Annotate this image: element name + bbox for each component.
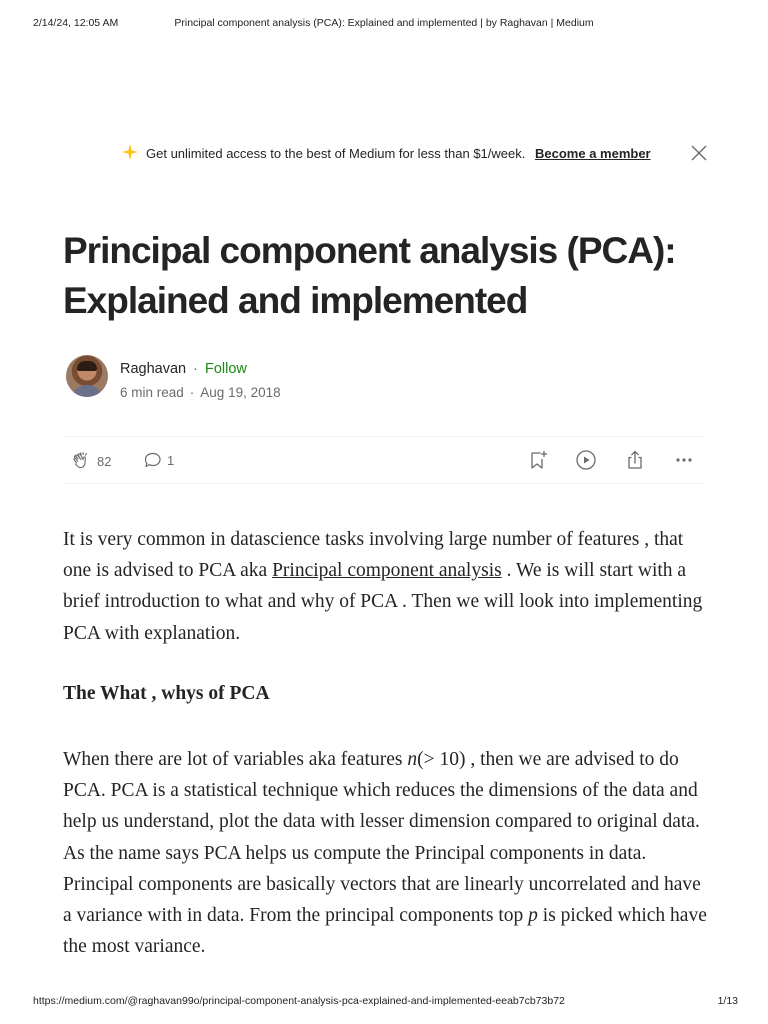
sparkle-star-icon	[121, 143, 139, 161]
math-p: p	[528, 905, 538, 927]
publish-date: Aug 19, 2018	[200, 385, 281, 400]
follow-button[interactable]: Follow	[205, 361, 247, 377]
save-button[interactable]	[527, 449, 549, 471]
meta-separator: ·	[189, 385, 195, 400]
read-time: 6 min read	[120, 385, 184, 400]
para-text-b: (> 10) , then we are advised to do PCA. PCA is a statistical technique which reduces the dimensions of the data and help us understand, plot the data with lesser dimension compared to original data. As the name says PCA helps us compute the Principal components in data. Principal components are basically vectors that are linearly uncorrelated and have a variance with in data. From the principal components top	[63, 749, 701, 927]
section-heading: The What , whys of PCA	[63, 683, 270, 704]
print-url: https://medium.com/@raghavan99o/principal-component-analysis-pca-explained-and-implemented-eeab7cb73b72	[33, 995, 565, 1007]
print-page-title: Principal component analysis (PCA): Explained and implemented | by Raghavan | Medium	[174, 17, 594, 29]
author-avatar[interactable]	[66, 355, 108, 397]
para-text-c: is picked which have the most variance.	[63, 905, 707, 958]
print-footer	[0, 995, 768, 1009]
share-icon	[624, 449, 646, 471]
page-number: 1/13	[717, 995, 738, 1007]
article-title: Principal component analysis (PCA): Explained and implemented	[63, 230, 676, 321]
math-n: n	[407, 749, 418, 770]
close-icon[interactable]	[689, 143, 709, 163]
responses-button[interactable]	[143, 450, 174, 470]
play-circle-icon	[575, 449, 597, 471]
intro-text-end: . We is will start with a brief introduction to what and why of PCA . Then we will look into implementing PCA with explanation.	[63, 560, 703, 644]
more-horizontal-icon	[673, 449, 695, 471]
para-text-a: When there are lot of variables aka features	[63, 749, 408, 770]
print-date: 2/14/24, 12:05 AM	[33, 17, 119, 29]
become-member-link[interactable]: Become a member	[535, 146, 651, 161]
share-button[interactable]	[624, 449, 646, 471]
intro-paragraph	[63, 524, 713, 649]
clap-icon	[71, 450, 93, 472]
author-separator: ·	[193, 361, 198, 377]
print-header	[0, 17, 768, 31]
response-count: 1	[167, 452, 175, 468]
pca-link[interactable]: Principal component analysis	[272, 560, 502, 582]
bookmark-add-icon	[527, 449, 549, 471]
more-button[interactable]	[673, 449, 695, 471]
clap-count: 82	[97, 453, 112, 469]
clap-button[interactable]	[71, 450, 111, 472]
listen-button[interactable]	[575, 449, 597, 471]
banner-text: Get unlimited access to the best of Medium for less than $1/week.	[146, 146, 526, 161]
intro-text-start: It is very common in datascience tasks involving large number of features , that one is advised to PCA aka	[63, 529, 684, 582]
author-name[interactable]: Raghavan	[120, 361, 187, 377]
what-why-paragraph	[63, 744, 713, 962]
action-bar	[63, 436, 705, 484]
speech-bubble-icon	[143, 450, 163, 470]
article-meta	[120, 385, 281, 400]
membership-banner	[0, 141, 768, 167]
